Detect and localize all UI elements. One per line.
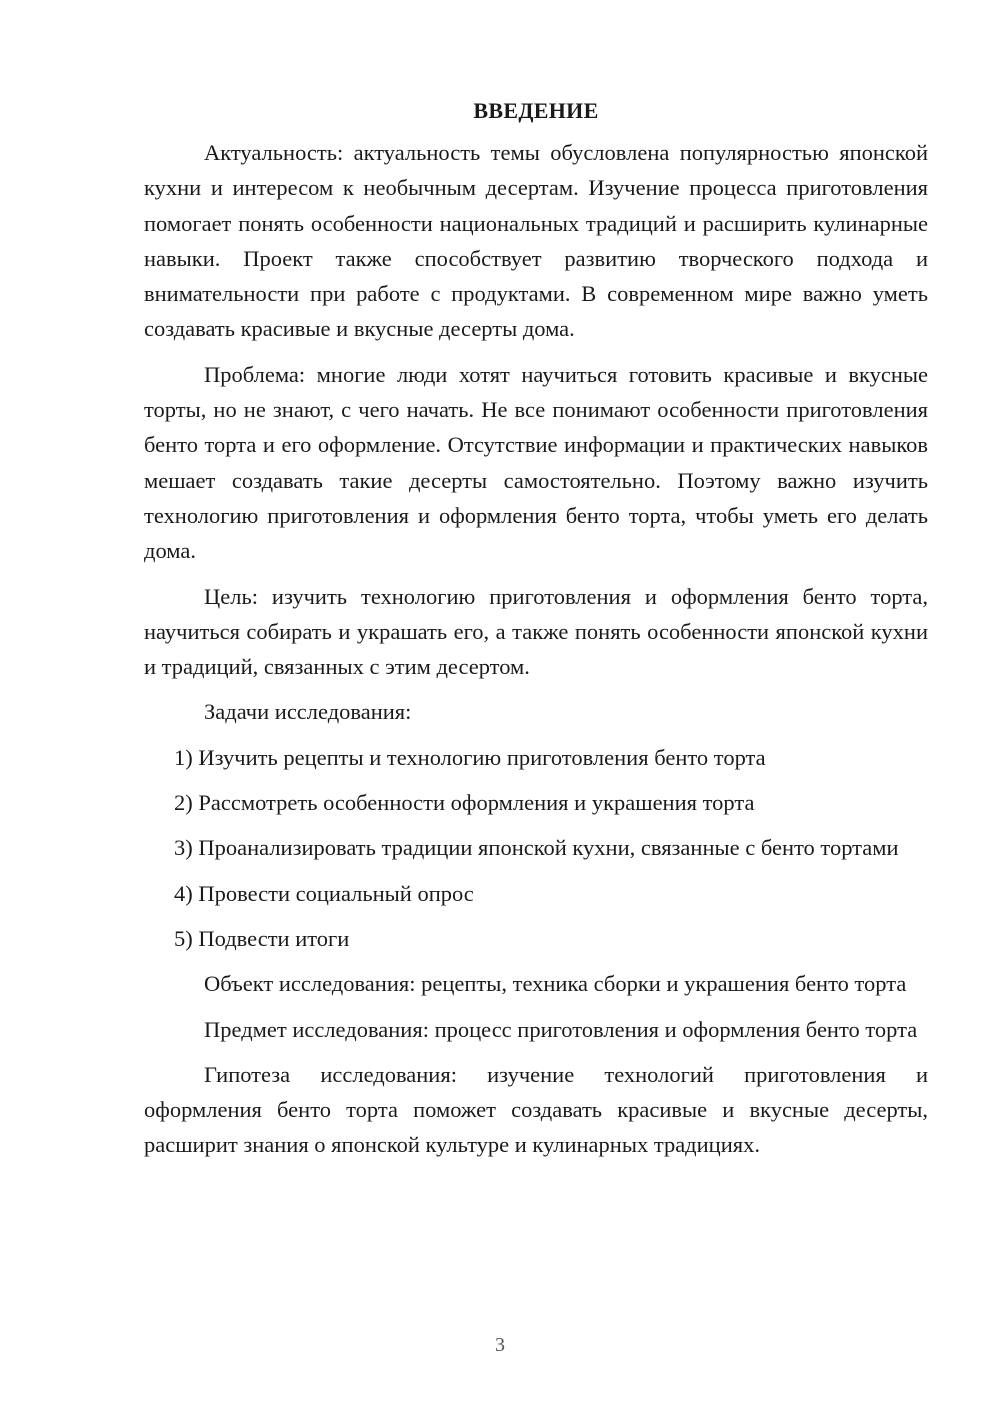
task-item: 5) Подвести итоги (174, 925, 350, 951)
page-title: ВВЕДЕНИЕ (473, 98, 599, 123)
tasks-heading: Задачи исследования: (204, 699, 412, 725)
page-number: 3 (495, 1334, 505, 1356)
hypothesis-paragraph: Гипотеза исследования: изучение технологий приготовления и оформления бенто торта поможет создавать красивые и вкусные десерты, расширит знания о японской культуре и кулинарных традициях. (144, 1061, 928, 1158)
subject-paragraph: Предмет исследования: процесс приготовления и оформления бенто торта (204, 1016, 918, 1042)
goal-paragraph: Цель: изучить технологию приготовления и оформления бенто торта, научиться собирать и украшать его, а также понять особенности японской кухни и традиций, связанных с этим десертом. (144, 583, 928, 680)
relevance-paragraph: Актуальность: актуальность темы обусловлена популярностью японской кухни и интересом к необычным десертам. Изучение процесса приготовления помогает понять особенности национальных традиций и расширить кулинарные навыки. Проект также способствует развитию творческого подхода и внимательности при работе с продуктами. В современном мире важно уметь создавать красивые и вкусные десерты дома. (144, 140, 928, 342)
task-item: 2) Рассмотреть особенности оформления и украшения торта (174, 790, 755, 816)
task-item: 1) Изучить рецепты и технологию приготовления бенто торта (174, 744, 766, 770)
tasks-list (144, 740, 928, 956)
object-paragraph: Объект исследования: рецепты, техника сборки и украшения бенто торта (204, 971, 907, 997)
problem-paragraph: Проблема: многие люди хотят научиться готовить красивые и вкусные торты, но не знают, с чего начать. Не все понимают особенности приготовления бенто торта и его оформление. Отсутствие информации и практических навыков мешает создавать такие десерты самостоятельно. Поэтому важно изучить технологию приготовления и оформления бенто торта, чтобы уметь его делать дома. (144, 361, 928, 564)
document-page (144, 95, 928, 1173)
task-item: 3) Проанализировать традиции японской кухни, связанные с бенто тортами (174, 835, 899, 861)
task-item: 4) Провести социальный опрос (174, 880, 474, 906)
